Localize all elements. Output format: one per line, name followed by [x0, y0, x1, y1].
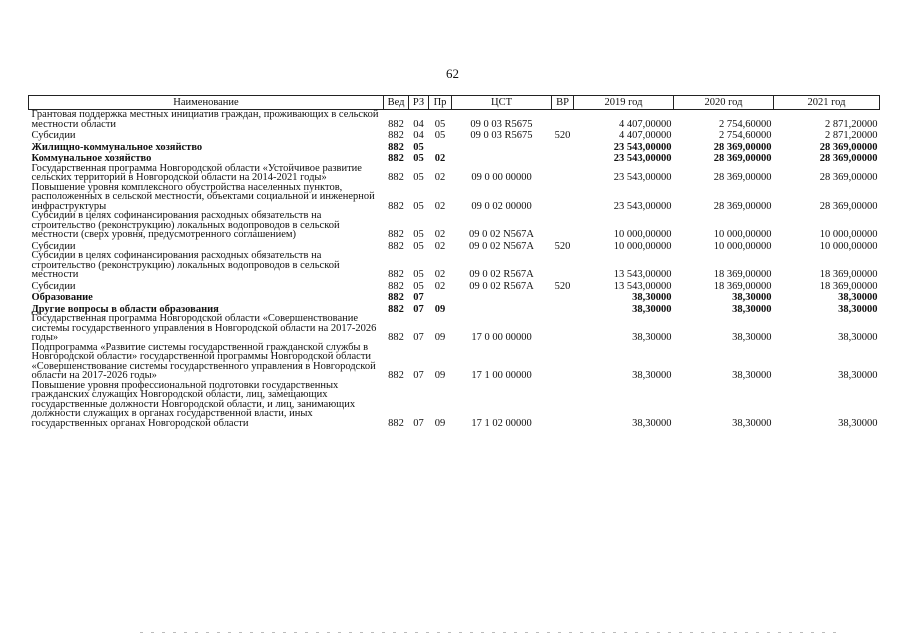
row-pr: 02 [434, 172, 446, 183]
row-name: Жилищно-коммунальное хозяйство [31, 141, 203, 153]
row-cst [452, 291, 552, 303]
row-rz: 05 [413, 229, 424, 240]
row-2019: 38,30000 [632, 292, 672, 303]
table-row [29, 152, 880, 164]
row-ved: 882 [388, 130, 404, 141]
table-row [29, 280, 880, 292]
row-ved: 882 [388, 153, 404, 164]
table-row [29, 110, 880, 130]
row-cst: 17 0 00 00000 [471, 332, 532, 343]
row-name: Подпрограмма «Развитие системы государственной гражданской службы в Новгородской области» государственной программы Новгородской области «Совершенствование системы государственного управления в Новгородской области на 2017-2026 годы» [31, 341, 376, 381]
row-vr [552, 343, 574, 381]
header-vr: ВР [552, 96, 574, 110]
table-row [29, 381, 880, 429]
row-2021: 28 369,00000 [819, 141, 878, 153]
row-vr [552, 381, 574, 429]
row-ved: 882 [388, 229, 404, 240]
row-pr: 02 [434, 280, 446, 292]
row-pr: 02 [434, 269, 446, 280]
row-rz: 05 [413, 153, 424, 164]
row-2021: 28 369,00000 [819, 172, 878, 183]
row-ved: 882 [388, 332, 404, 343]
header-pr: Пр [429, 96, 452, 110]
row-ved: 882 [388, 240, 404, 252]
table-row [29, 183, 880, 212]
row-2020: 38,30000 [732, 417, 772, 429]
row-pr [429, 141, 452, 153]
row-2020: 28 369,00000 [713, 141, 772, 153]
row-vr: 520 [554, 240, 571, 252]
row-pr: 05 [434, 118, 446, 130]
row-2019: 38,30000 [632, 417, 672, 429]
row-2021: 38,30000 [838, 417, 878, 429]
row-rz: 07 [413, 292, 424, 303]
row-rz: 07 [413, 303, 424, 315]
row-cst [452, 141, 552, 153]
page-number: 62 [446, 66, 459, 81]
row-2021: 38,30000 [838, 370, 878, 381]
row-2020: 28 369,00000 [713, 200, 772, 212]
row-2020: 28 369,00000 [713, 172, 772, 183]
row-vr [552, 152, 574, 164]
row-2019: 4 407,00000 [619, 130, 672, 141]
row-ved: 882 [388, 118, 404, 130]
row-name: Грантовая поддержка местных инициатив граждан, проживающих в сельской местности области [31, 109, 379, 130]
row-2021: 2 871,20000 [825, 118, 878, 130]
table-row [29, 291, 880, 303]
row-rz: 07 [413, 417, 424, 429]
row-rz: 05 [413, 141, 424, 153]
row-cst [452, 152, 552, 164]
row-vr [552, 251, 574, 280]
table-row [29, 343, 880, 381]
row-2021: 10 000,00000 [819, 240, 878, 252]
row-rz: 05 [413, 269, 424, 280]
budget-table [28, 95, 880, 428]
row-2020: 38,30000 [732, 332, 772, 343]
row-2021: 18 369,00000 [819, 269, 878, 280]
row-cst [452, 303, 552, 315]
row-cst: 09 0 02 N567A [468, 240, 535, 252]
row-rz: 04 [413, 118, 424, 130]
row-2020: 18 369,00000 [713, 269, 772, 280]
row-2019: 38,30000 [632, 332, 672, 343]
row-name: Государственная программа Новгородской области «Совершенствование системы государственного управления в Новгородской области на 2017-2026 годы» [31, 313, 377, 343]
row-pr: 09 [434, 332, 446, 343]
row-2019: 13 543,00000 [613, 269, 672, 280]
row-2021: 18 369,00000 [819, 280, 878, 292]
row-2021: 28 369,00000 [819, 153, 878, 164]
row-vr [552, 303, 574, 315]
row-name: Субсидии [31, 130, 76, 141]
row-ved: 882 [388, 269, 404, 280]
row-ved: 882 [388, 172, 404, 183]
row-ved: 882 [388, 200, 404, 212]
row-rz: 04 [413, 130, 424, 141]
row-vr [552, 211, 574, 240]
table-row [29, 164, 880, 183]
row-2019: 23 543,00000 [613, 141, 672, 153]
row-pr: 02 [434, 229, 446, 240]
row-cst: 09 0 02 R567A [469, 269, 534, 280]
row-rz: 05 [413, 280, 424, 292]
table-row [29, 314, 880, 343]
row-ved: 882 [388, 292, 404, 303]
table-row [29, 211, 880, 240]
row-vr [552, 164, 574, 183]
row-rz: 05 [413, 240, 424, 252]
row-2021: 38,30000 [838, 303, 878, 315]
row-2021: 2 871,20000 [825, 130, 878, 141]
row-pr: 09 [434, 303, 446, 315]
row-2020: 2 754,60000 [719, 130, 772, 141]
row-2021: 38,30000 [838, 292, 878, 303]
header-cst: ЦСТ [452, 96, 552, 110]
row-name: Субсидии [31, 240, 76, 252]
row-2020: 10 000,00000 [713, 229, 772, 240]
row-2020: 38,30000 [732, 370, 772, 381]
row-ved: 882 [388, 370, 404, 381]
row-2019: 4 407,00000 [619, 118, 672, 130]
row-name: Коммунальное хозяйство [31, 153, 152, 164]
row-pr: 02 [434, 153, 446, 164]
row-pr: 09 [434, 370, 446, 381]
row-ved: 882 [388, 303, 404, 315]
row-rz: 07 [413, 332, 424, 343]
row-cst: 09 0 03 R5675 [470, 118, 533, 130]
row-vr [552, 291, 574, 303]
row-pr: 02 [434, 200, 446, 212]
row-rz: 05 [413, 200, 424, 212]
header-2021: 2021 год [774, 96, 880, 110]
row-name: Другие вопросы в области образования [31, 303, 219, 315]
row-vr: 520 [554, 280, 571, 292]
row-2020: 2 754,60000 [719, 118, 772, 130]
scan-artifact-line [140, 632, 840, 633]
table-row [29, 141, 880, 153]
row-2019: 23 543,00000 [613, 172, 672, 183]
row-2019: 38,30000 [632, 370, 672, 381]
row-cst: 17 1 00 00000 [471, 370, 532, 381]
table-row [29, 251, 880, 280]
row-name: Повышение уровня комплексного обустройства населенных пунктов, расположенных в сельской местности, объектами социальной и инженерной инфраструктуры [31, 181, 375, 212]
row-cst: 09 0 02 N567A [468, 229, 535, 240]
row-name: Субсидии [31, 280, 76, 292]
row-vr [552, 183, 574, 212]
row-2019: 13 543,00000 [613, 280, 672, 292]
row-2020: 18 369,00000 [713, 280, 772, 292]
row-ved: 882 [388, 417, 404, 429]
row-2021: 38,30000 [838, 332, 878, 343]
row-vr [552, 110, 574, 130]
row-ved: 882 [388, 280, 404, 292]
row-name: Субсидии в целях софинансирования расходных обязательств на строительство (реконструкцию) локальных водопроводов в сельской местности [31, 250, 340, 280]
row-ved: 882 [388, 141, 404, 153]
row-cst: 09 0 03 R5675 [470, 130, 533, 141]
row-2019: 10 000,00000 [613, 240, 672, 252]
row-2019: 38,30000 [632, 303, 672, 315]
row-2021: 28 369,00000 [819, 200, 878, 212]
row-2020: 38,30000 [732, 292, 772, 303]
row-pr: 02 [434, 240, 446, 252]
row-2020: 10 000,00000 [713, 240, 772, 252]
row-vr [552, 314, 574, 343]
row-2019: 10 000,00000 [613, 229, 672, 240]
row-name: Государственная программа Новгородской области «Устойчивое развитие сельских территорий в Новгородской области на 2014-2021 годы» [31, 162, 362, 183]
row-2020: 38,30000 [732, 303, 772, 315]
header-ved: Вед [384, 96, 409, 110]
row-cst: 09 0 02 R567A [469, 280, 534, 292]
header-2019: 2019 год [574, 96, 674, 110]
table-row [29, 129, 880, 141]
row-vr: 520 [554, 130, 571, 141]
header-row [29, 96, 880, 110]
row-pr [429, 291, 452, 303]
header-rz: РЗ [409, 96, 429, 110]
row-cst: 09 0 02 00000 [471, 200, 532, 212]
header-name: Наименование [29, 96, 384, 110]
row-rz: 07 [413, 370, 424, 381]
row-2019: 23 543,00000 [613, 200, 672, 212]
row-cst: 17 1 02 00000 [471, 417, 532, 429]
row-cst: 09 0 00 00000 [471, 172, 532, 183]
row-pr: 09 [434, 417, 446, 429]
header-2020: 2020 год [674, 96, 774, 110]
row-2021: 10 000,00000 [819, 229, 878, 240]
row-name: Повышение уровня профессиональной подготовки государственных гражданских служащих Новгородской области, лиц, замещающих государственные должности Новгородской области, и лиц, занимающих должности служащих в органах государственной власти, иных государственных органах Новгородской области [31, 379, 356, 429]
row-name: Образование [31, 292, 93, 303]
row-2020: 28 369,00000 [713, 153, 772, 164]
row-name: Субсидии в целях софинансирования расходных обязательств на строительство (реконструкцию) локальных водопроводов в сельской местности (сверх уровня, предусмотренного соглашением) [31, 210, 340, 240]
row-pr: 05 [434, 130, 446, 141]
row-vr [552, 141, 574, 153]
row-rz: 05 [413, 172, 424, 183]
row-2019: 23 543,00000 [613, 153, 672, 164]
